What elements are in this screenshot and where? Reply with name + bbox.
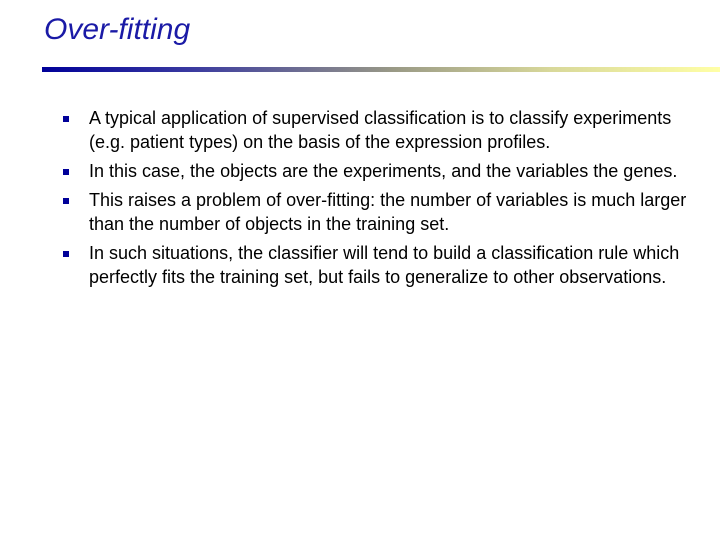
bullet-text: In this case, the objects are the experiments, and the variables the genes. (89, 161, 678, 181)
title-divider (42, 67, 720, 72)
slide-title: Over-fitting (44, 13, 191, 46)
square-bullet-icon (63, 198, 69, 204)
square-bullet-icon (63, 116, 69, 122)
square-bullet-icon (63, 251, 69, 257)
bullet-text: In such situations, the classifier will tend to build a classification rule which perfectly fits the training set, but fails to generalize to other observations. (89, 243, 680, 287)
square-bullet-icon (63, 169, 69, 175)
bullet-item (60, 106, 710, 154)
bullet-item (60, 159, 710, 183)
bullet-text: A typical application of supervised classification is to classify experiments (e.g. patient types) on the basis of the expression profiles. (89, 108, 672, 152)
bullet-list (60, 106, 710, 294)
bullet-text: This raises a problem of over-fitting: the number of variables is much larger than the number of objects in the training set. (89, 190, 687, 234)
bullet-item (60, 188, 710, 236)
bullet-item (60, 241, 710, 289)
